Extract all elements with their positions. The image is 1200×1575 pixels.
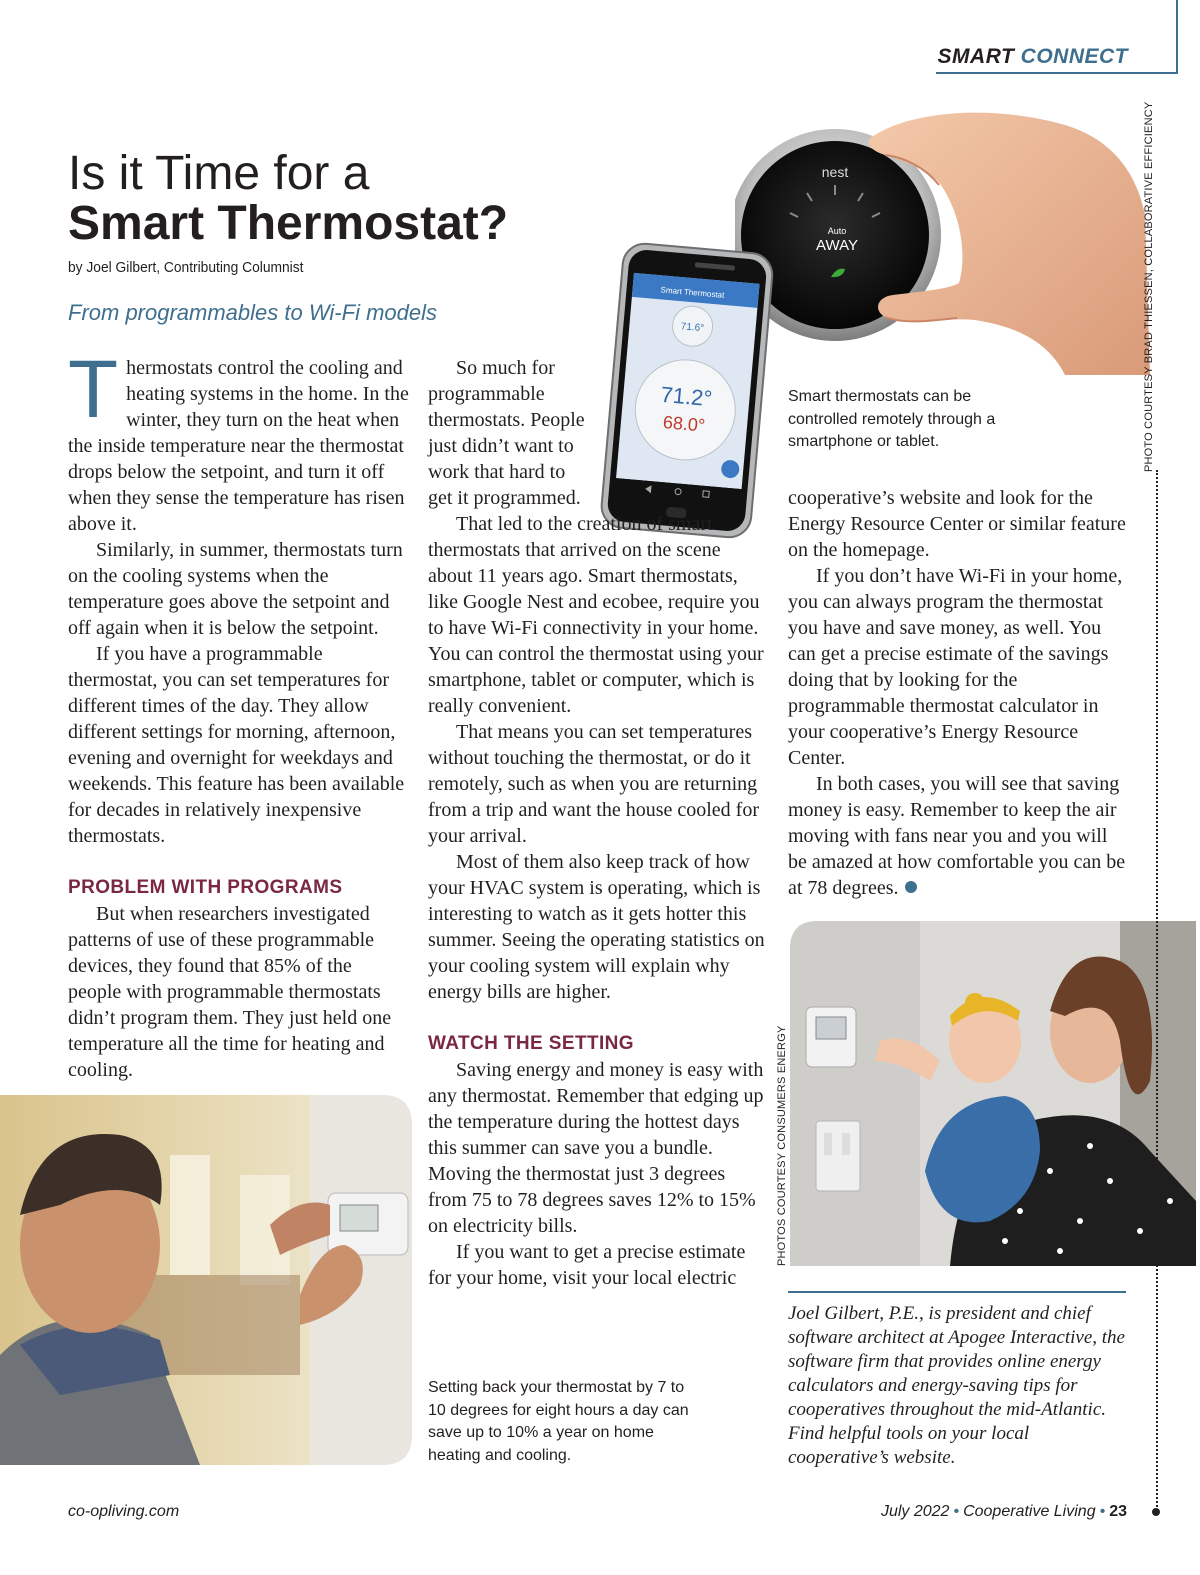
nest-mode-label: Auto [827,226,847,236]
author-bio: Joel Gilbert, P.E., is president and chief software architect at Apogee Interactive, the software firm that provides online energy calculators and energy-saving tips for cooperatives throughout the mid-Atlantic. Find helpful tools on your local cooperative’s website. [788,1303,1125,1468]
footer-website: co-opliving.com [68,1503,180,1520]
dotted-rule [1156,470,1158,1515]
paragraph: hermostats control the cooling and heating systems in the home. In the winter, they turn on the heat when the inside temperature near the thermostat drops below the setpoint, and turn it off when they sense the temperature has risen above it. [68,357,409,535]
bio-rule [788,1291,1126,1293]
footer-folio [881,1503,1127,1521]
paragraph: cooperative’s website and look for the Energy Resource Center or similar feature on the homepage. [788,487,1126,561]
paragraph: If you have a programmable thermostat, you can set temperatures for different times of the day. They allow different settings for morning, afternoon, evening and overnight for weekdays and weekends. This feature has been available for decades in relatively inexpensive thermostats. [68,643,405,847]
column-3 [788,485,1128,901]
byline: by Joel Gilbert, Contributing Columnist [68,259,304,276]
phone-current-temp: 71.2° [659,381,714,412]
bottom-photo-caption: Setting back your thermostat by 7 to 10 degrees for eight hours a day can save up to 10% a year on home heating and cooling. [428,1379,689,1464]
top-photo-credit: PHOTO COURTESY BRAD THIESSEN, COLLABORATIVE EFFICIENCY [1143,101,1155,472]
end-mark-icon [905,881,917,893]
paragraph: That led to the creation of smart thermostats that arrived on the scene about 11 years ago. Smart thermostats, like Google Nest and ecobee, require you to have Wi-Fi connectivity in your home. You can control the thermostat using your smartphone, tablet or computer, which is really convenient. [428,513,764,717]
page-number: 23 [1109,1503,1127,1520]
column-1 [68,344,410,1083]
section-heading: WATCH THE SETTING [428,1033,634,1054]
paragraph: Similarly, in summer, thermostats turn on the cooling systems when the temperature goes above the setpoint and off again when it is below the setpoint. [68,539,403,639]
drop-cap: T [68,344,119,435]
title-line-2: Smart Thermostat? [68,197,509,250]
top-photo-caption: Smart thermostats can be controlled remotely through a smartphone or tablet. [788,388,996,450]
kicker-connect: CONNECT [1020,45,1128,68]
phone-app-title: Smart Thermostat [660,285,725,300]
bottom-photo-credit: PHOTOS COURTESY CONSUMERS ENERGY [776,1025,788,1266]
nest-thermostat-photo [735,105,1155,375]
paragraph: If you don’t have Wi-Fi in your home, you can always program the thermostat you have and save money, as well. You can get a precise estimate of the savings doing that by looking for the programmable thermostat calculator in your cooperative’s Energy Resource Center. [788,565,1123,769]
footer-magazine: Cooperative Living [963,1503,1096,1520]
footer-dot-icon [1152,1508,1160,1516]
phone-setpoint-temp: 68.0° [662,412,706,436]
kicker-vertical-rule [1176,0,1178,74]
paragraph: If you want to get a precise estimate for your home, visit your local electric [428,1241,746,1289]
paragraph: Saving energy and money is easy with any thermostat. Remember that edging up the temperature during the hottest days this summer can save you a bundle. Moving the thermostat just 3 degrees from 75 to 78 degrees saves 12% to 15% on electricity bills. [428,1059,764,1237]
bullet-separator-icon: • [953,1503,960,1520]
section-kicker [938,45,1128,69]
nest-brand-label: nest [821,164,849,180]
paragraph: Most of them also keep track of how your HVAC system is operating, which is interesting to watch as it gets hotter this summer. Seeing the operating statistics on your cooling system will explain why energy bills are higher. [428,851,765,1003]
mother-baby-thermostat-photo [790,921,1196,1266]
man-thermostat-photo [0,1095,412,1465]
title-line-1: Is it Time for a [68,147,370,200]
paragraph: But when researchers investigated patterns of use of these programmable devices, they found that 85% of the people with programmable thermostats didn’t program them. They just held one temperature all the time for heating and cooling. [68,903,392,1081]
nest-status-label: AWAY [816,237,858,254]
phone-small-temp: 71.6° [680,321,705,335]
paragraph-text: In both cases, you will see that saving money is easy. Remember to keep the air moving with fans near you and you will be amazed at how comfortable you can be at 78 degrees. [788,773,1126,899]
footer-date: July 2022 [880,1503,950,1520]
column-2 [428,355,768,1291]
paragraph: That means you can set temperatures without touching the thermostat, or do it remotely, such as when you are returning from a trip and want the house cooled for your arrival. [428,721,760,847]
kicker-rule [936,72,1178,74]
kicker-smart: SMART [937,45,1015,68]
paragraph [788,771,1128,901]
bullet-separator-icon: • [1099,1503,1106,1520]
paragraph: So much for programmable thermostats. People just didn’t want to work that hard to get it programmed. [428,357,585,509]
section-heading: PROBLEM WITH PROGRAMS [68,877,343,898]
deck: From programmables to Wi-Fi models [68,300,437,325]
